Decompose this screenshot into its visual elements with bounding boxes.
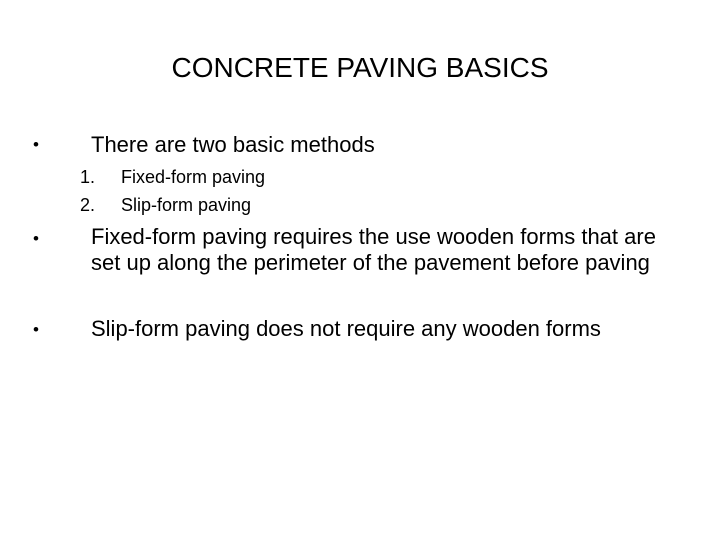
- list-item-text: Slip-form paving: [121, 195, 252, 215]
- slide-title: CONCRETE PAVING BASICS: [171, 52, 549, 83]
- list-number: 2.: [80, 195, 96, 215]
- bullet-text: There are two basic methods: [91, 132, 375, 157]
- bullet-text: Fixed-form paving requires the use wooden forms that are set up along the perimeter of the pavement before paving: [91, 224, 656, 275]
- bullet-marker: •: [33, 229, 39, 248]
- bullet-marker: •: [33, 135, 39, 154]
- list-number: 1.: [80, 167, 96, 187]
- list-item-text: Fixed-form paving: [121, 167, 266, 187]
- bullet-marker: •: [33, 320, 39, 339]
- bullet-text: Slip-form paving does not require any wooden forms: [91, 316, 601, 341]
